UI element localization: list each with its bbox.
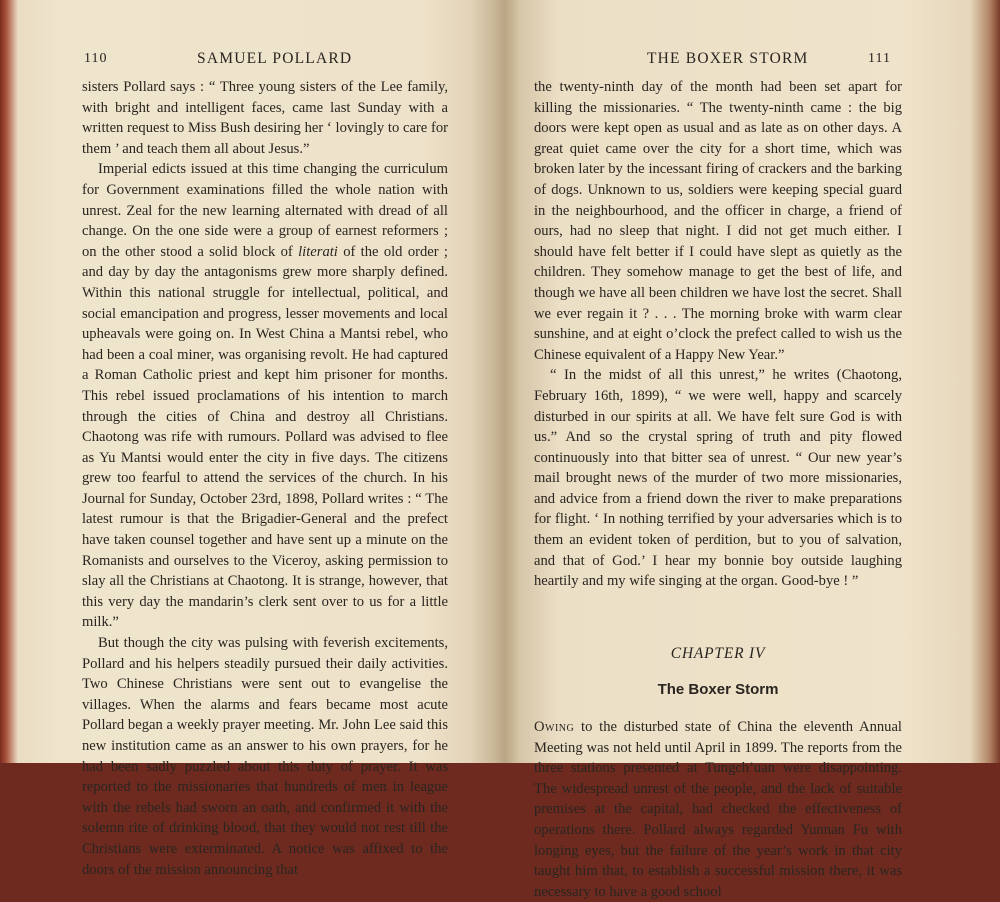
left-text-block (82, 77, 448, 880)
left-page-number: 110 (84, 51, 108, 66)
right-page (500, 0, 1000, 900)
paragraph (82, 159, 448, 633)
right-running-head: THE BOXER STORM (647, 50, 809, 67)
right-text-block (534, 77, 902, 902)
paragraph: the twenty-ninth day of the month had been set apart for killing the missionaries. “ The twenty-ninth came : the big doors were kept open as usual and as late as on other days. A great quiet came over the city for a short time, which was broken later by the incessant firing of crackers and the barking of dogs. Unknown to us, soldiers were keeping special guard in the neighbourhood, and the officer in charge, a friend of ours, had no sleep that night. I did not get much either. I should have felt better if I could have slept as quietly as the children. They somehow manage to get the best of life, and though we have all been children we have lost the secret. Shall we ever regain it ? . . . The morning broke with warm clear sunshine, and at eight o’clock the prefect called to wish us the Chinese equivalent of a Happy New Year.” (534, 79, 902, 363)
paragraph: But though the city was pulsing with feverish excitements, Pollard and his helpers steadily pursued their daily activities. Two Chinese Christians were sent out to evangelise the villages. When the alarms and fears became most acute Pollard began a weekly prayer meeting. Mr. John Lee said this new institution came as an answer to his own prayers, for he had been sadly puzzled about this duty of prayer. It was reported to the missionaries that hundreds of men in league with the rebels had sworn an oath, and confirmed it with the solemn rite of drinking blood, that they would not rest till the Christians were exterminated. A notice was affixed to the doors of the mission announcing that (82, 635, 448, 878)
paragraph-text: Imperial edicts issued at this time changing the curriculum for Government examinations filled the whole nation with unrest. Zeal for the new learning alternated with dread of all change. On the one side were a group of earnest reformers ; on the other stood a solid block of (82, 161, 448, 260)
left-running-head: SAMUEL POLLARD (197, 50, 353, 67)
chapter-title: The Boxer Storm (657, 681, 779, 699)
paragraph: “ In the midst of all this unrest,” he writes (Chaotong, February 16th, 1899), “ we were well, happy and scarcely disturbed in our spirits at all. We have felt sure God is with us.” And so the crystal spring of truth and pity flowed continuously into that bitter sea of unrest. “ Our new year’s mail brought news of the murder of two more missionaries, and advice from a friend down the river to make preparations for flight. ‘ In nothing terrified by your adversaries which is to them an evident token of perdition, but to you of salvation, and that of God.’ I hear my bonnie boy outside laughing heartily and my wife singing at the organ. Good-bye ! ” (534, 367, 902, 590)
right-page-number: 111 (868, 51, 891, 66)
chapter-label: CHAPTER IV (670, 644, 766, 662)
paragraph-text: of the old order ; and day by day the antagonisms grew more sharply defined. Within this national struggle for intellectual, political, and social emancipation and progress, lesser movements and local upheavals were going on. In West China a Mantsi rebel, who had been a coal miner, was organising revolt. He had captured a Roman Catholic priest and kept him prisoner for months. This rebel issued proclamations of his intention to march through the cities of China and destroy all Christians. Chaotong was rife with rumours. Pollard was advised to flee as Yu Mantsi would enter the city in five days. The citizens grew too fearful to attend the services of the church. In his Journal for Sunday, October 23rd, 1898, Pollard writes : “ The latest rumour is that the Brigadier-General and the prefect have taken counsel together and have sent up a minute on the Romanists and ourselves to the Viceroy, asking permission to slay all the Christians at Chaotong. It is strange, however, that this very day the mandarin’s clerk sent over to us for a little milk.” (82, 243, 448, 631)
paragraph: sisters Pollard says : “ Three young sisters of the Lee family, with bright and intelligent faces, came last Sunday with a written request to Miss Bush desiring her ‘ lovingly to care for them ’ and teach them all about Jesus.” (82, 79, 448, 157)
left-page (0, 0, 500, 878)
paragraph-text: to the disturbed state of China the eleventh Annual Meeting was not held until April in 1899. The reports from the three stations presented at Tungch’uan were disappointing. The widespread unrest of the people, and the lack of suitable premises at the capital, had checked the effectiveness of operations there. Pollard always regarded Yunnan Fu with longing eyes, but the failure of the year’s work in that city taught him that, to establish a successful mission there, it was necessary to have a good school (534, 719, 902, 900)
chapter-opening-paragraph (534, 717, 902, 902)
chapter-lead-in: Owing (534, 719, 575, 736)
emphasis-text: literati (298, 243, 338, 260)
